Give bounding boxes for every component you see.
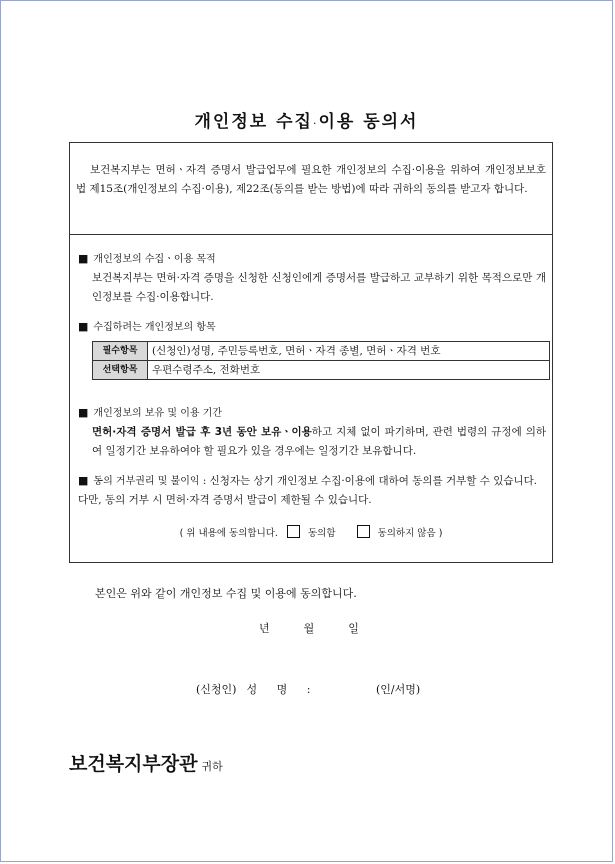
title-dot: · <box>312 117 319 130</box>
intro-paragraph: 보건복지부는 면허ㆍ자격 증명서 발급업무에 필요한 개인정보의 수집·이용을 위하여 개인정보보호법 제15조(개인정보의 수집·이용), 제22조(동의를 받는 방법)에 따라 귀하의 동의를 받고자 합니다. <box>70 143 552 235</box>
section-refusal <box>78 471 546 510</box>
section-refusal-heading <box>78 476 203 487</box>
addressee <box>69 749 223 776</box>
page-title <box>1 107 612 132</box>
addressee-suffix: 귀하 <box>201 760 223 773</box>
refusal-body: : 신청자는 상기 개인정보 수집·이용에 대하여 동의를 거부할 수 있습니다. 다만, 동의 거부 시 면허·자격 증명서 발급이 제한될 수 있습니다. <box>78 475 538 506</box>
section-items-heading <box>78 317 546 337</box>
agree-choice-line <box>70 525 552 539</box>
addressee-name: 보건복지부장관 <box>69 753 198 775</box>
year-label[interactable]: 년 <box>259 622 270 635</box>
table-row <box>93 361 550 380</box>
retention-body-rest: 하고 지체 없이 파기하며, 관련 법령의 규정에 의하여 일정기간 보유하여야 할 필요가 있을 경우에는 일정기간 보유합니다. <box>92 426 547 457</box>
seal-signature-field[interactable]: (인/서명) <box>376 683 421 696</box>
items-heading-text: 수집하려는 개인정보의 항목 <box>93 322 216 333</box>
consent-statement: 본인은 위와 같이 개인정보 수집 및 이용에 동의합니다. <box>95 587 357 600</box>
disagree-checkbox[interactable] <box>357 525 370 538</box>
optional-items-label: 선택항목 <box>93 361 148 380</box>
disagree-label: 동의하지 않음 <box>377 528 436 539</box>
section-retention <box>78 403 546 461</box>
name-field-label[interactable]: 성 명 : <box>246 683 319 696</box>
bullet-square-icon: ■ <box>78 252 89 265</box>
section-purpose-heading <box>78 249 546 269</box>
title-part-b: 이용 동의서 <box>318 112 419 132</box>
bullet-square-icon: ■ <box>78 406 89 419</box>
retention-body <box>78 423 546 461</box>
day-label[interactable]: 일 <box>348 622 359 635</box>
applicant-label: (신청인) <box>196 683 237 696</box>
retention-period-emphasis: 면허·자격 증명서 발급 후 3년 동안 보유ㆍ이용 <box>92 426 312 438</box>
optional-items-value: 우편수령주소, 전화번호 <box>148 361 550 380</box>
purpose-heading-text: 개인정보의 수집ㆍ이용 목적 <box>93 254 216 265</box>
agree-close-paren: ) <box>438 528 443 539</box>
bullet-square-icon: ■ <box>78 474 89 487</box>
required-items-value: (신청인)성명, 주민등록번호, 면허ㆍ자격 종별, 면허ㆍ자격 번호 <box>148 342 550 361</box>
agree-prompt: ( 위 내용에 동의합니다. <box>179 528 278 539</box>
consent-box <box>69 142 553 563</box>
retention-heading-text: 개인정보의 보유 및 이용 기간 <box>93 408 223 419</box>
signature-line <box>196 681 421 697</box>
table-row <box>93 342 550 361</box>
date-line <box>259 620 393 636</box>
agree-checkbox[interactable] <box>287 525 300 538</box>
items-table <box>92 341 550 380</box>
bullet-square-icon: ■ <box>78 320 89 333</box>
section-purpose <box>78 249 546 307</box>
refusal-heading-text: 동의 거부권리 및 불이익 <box>93 476 200 487</box>
section-retention-heading <box>78 403 546 423</box>
section-items <box>78 317 546 380</box>
purpose-body: 보건복지부는 면허·자격 증명을 신청한 신청인에게 증명서를 발급하고 교부하기 위한 목적으로만 개인정보를 수집·이용합니다. <box>92 272 546 303</box>
month-label[interactable]: 월 <box>303 622 315 635</box>
agree-label: 동의함 <box>308 528 336 539</box>
title-part-a: 개인정보 수집 <box>194 112 313 132</box>
required-items-label: 필수항목 <box>93 342 148 361</box>
